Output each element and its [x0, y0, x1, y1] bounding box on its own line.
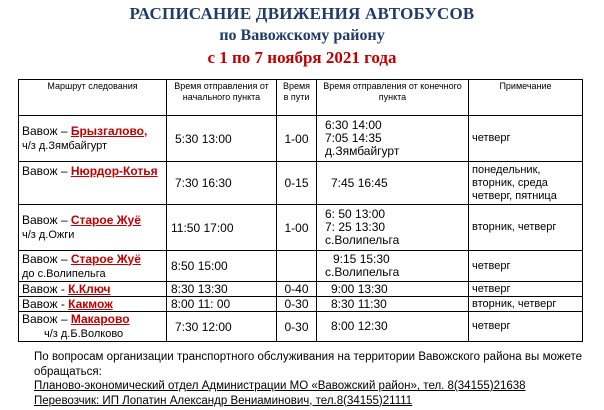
depart-cell: 7:30 16:30: [167, 162, 277, 205]
route-destination: К.Ключ: [68, 282, 111, 296]
route-destination: Нюрдор-Котья: [70, 164, 158, 178]
route-destination: Какмож: [68, 297, 113, 311]
route-via: ч/з д.Ожги: [22, 229, 75, 241]
page-subtitle: по Вавожскому району: [219, 27, 385, 44]
header-note: Примечание: [469, 80, 583, 116]
contact-carrier: Перевозчик: ИП Лопатин Александр Вениаминович, тел.8(34155)21111: [34, 394, 413, 407]
note-cell: четверг: [469, 251, 583, 282]
route-cell: [19, 297, 167, 312]
duration-cell: [277, 251, 317, 282]
return-line: 6: 50 13:00: [325, 207, 386, 221]
depart-cell: 8:00 11: 00: [167, 297, 277, 312]
return-line: 7:05 14:35: [325, 131, 382, 145]
duration-cell: 0-30: [277, 297, 317, 312]
contact-intro: По вопросам организации транспортного обслуживания на территории Вавожского района вы можете обращаться:: [34, 351, 582, 378]
return-cell: [317, 282, 469, 297]
return-line: 7: 25 13:30: [325, 220, 386, 234]
note-cell: четверг: [469, 116, 583, 162]
route-origin: Вавож –: [22, 164, 71, 178]
return-line: 7:45 16:45: [331, 175, 388, 190]
return-line: 8:30 11:30: [331, 296, 387, 311]
table-row: [19, 116, 583, 162]
table-row: [19, 282, 583, 297]
schedule-table: [18, 79, 583, 342]
depart-cell: 5:30 13:00: [167, 116, 277, 162]
table-row: [19, 205, 583, 251]
depart-cell: 11:50 17:00: [167, 205, 277, 251]
contact-department: Планово-экономический отдел Администрации МО «Вавожский район», тел. 8(34155)21638: [34, 380, 526, 392]
table-row: [19, 251, 583, 282]
route-destination: Старое Жуё: [70, 213, 141, 227]
route-destination: Старое Жуё: [70, 251, 141, 266]
route-cell: [19, 282, 167, 297]
route-origin: Вавож -: [22, 297, 69, 311]
page-title: РАСПИСАНИЕ ДВИЖЕНИЯ АВТОБУСОВ: [129, 4, 475, 23]
date-range: с 1 по 7 ноября 2021 года: [207, 48, 397, 67]
duration-cell: 1-00: [277, 116, 317, 162]
return-line: с.Волипельга: [325, 233, 400, 247]
return-line: 9:00 13:30: [331, 281, 388, 296]
route-cell: [19, 116, 167, 162]
return-line: 6:30 14:00: [325, 118, 382, 132]
return-cell: [317, 297, 469, 312]
route-origin: Вавож –: [22, 124, 71, 138]
duration-cell: 1-00: [277, 205, 317, 251]
route-cell: [19, 205, 167, 251]
route-origin: Вавож –: [22, 213, 71, 227]
header-duration: Время в пути: [277, 80, 317, 116]
table-header-row: [19, 80, 583, 116]
note-cell: понедельник, вторник, среда четверг, пятница: [469, 162, 583, 205]
depart-cell: 7:30 12:00: [167, 312, 277, 342]
duration-cell: 0-15: [277, 162, 317, 205]
route-destination: Макарово: [70, 312, 130, 326]
route-cell: [19, 312, 167, 342]
route-cell: [19, 162, 167, 205]
route-origin: Вавож –: [22, 251, 71, 266]
depart-cell: 8:30 13:30: [167, 282, 277, 297]
route-destination: Брызгалово,: [70, 124, 148, 138]
note-cell: четверг: [469, 312, 583, 342]
header-route: Маршрут следования: [19, 80, 167, 116]
return-cell: [317, 162, 469, 205]
return-line: 9:15 15:30: [333, 252, 390, 266]
return-cell: [317, 312, 469, 342]
note-cell: вторник, четверг: [469, 297, 583, 312]
table-row: [19, 312, 583, 342]
table-row: [19, 297, 583, 312]
route-cell: [19, 251, 167, 282]
depart-cell: 8:50 15:00: [167, 251, 277, 282]
duration-cell: 0-30: [277, 312, 317, 342]
route-origin: Вавож -: [22, 282, 69, 296]
header-return: Время отправления от конечного пункта: [317, 80, 469, 116]
return-cell: [317, 251, 469, 282]
duration-cell: 0-40: [277, 282, 317, 297]
return-cell: [317, 205, 469, 251]
route-via: ч/з д.Б.Волково: [44, 328, 124, 340]
footer-info: [34, 350, 582, 408]
header-depart: Время отправления от начального пункта: [167, 80, 277, 116]
table-row: [19, 162, 583, 205]
return-cell: [317, 116, 469, 162]
route-via: ч/з д.Зямбайгурт: [22, 140, 108, 152]
route-origin: Вавож –: [22, 312, 71, 326]
return-line: д.Зямбайгурт: [325, 144, 400, 158]
note-cell: вторник, четверг: [469, 205, 583, 251]
note-cell: четверг: [469, 282, 583, 297]
route-via: до с.Волипельга: [22, 267, 106, 280]
return-line: 8:00 12:30: [331, 319, 388, 333]
return-line: с.Волипельга: [325, 265, 400, 279]
